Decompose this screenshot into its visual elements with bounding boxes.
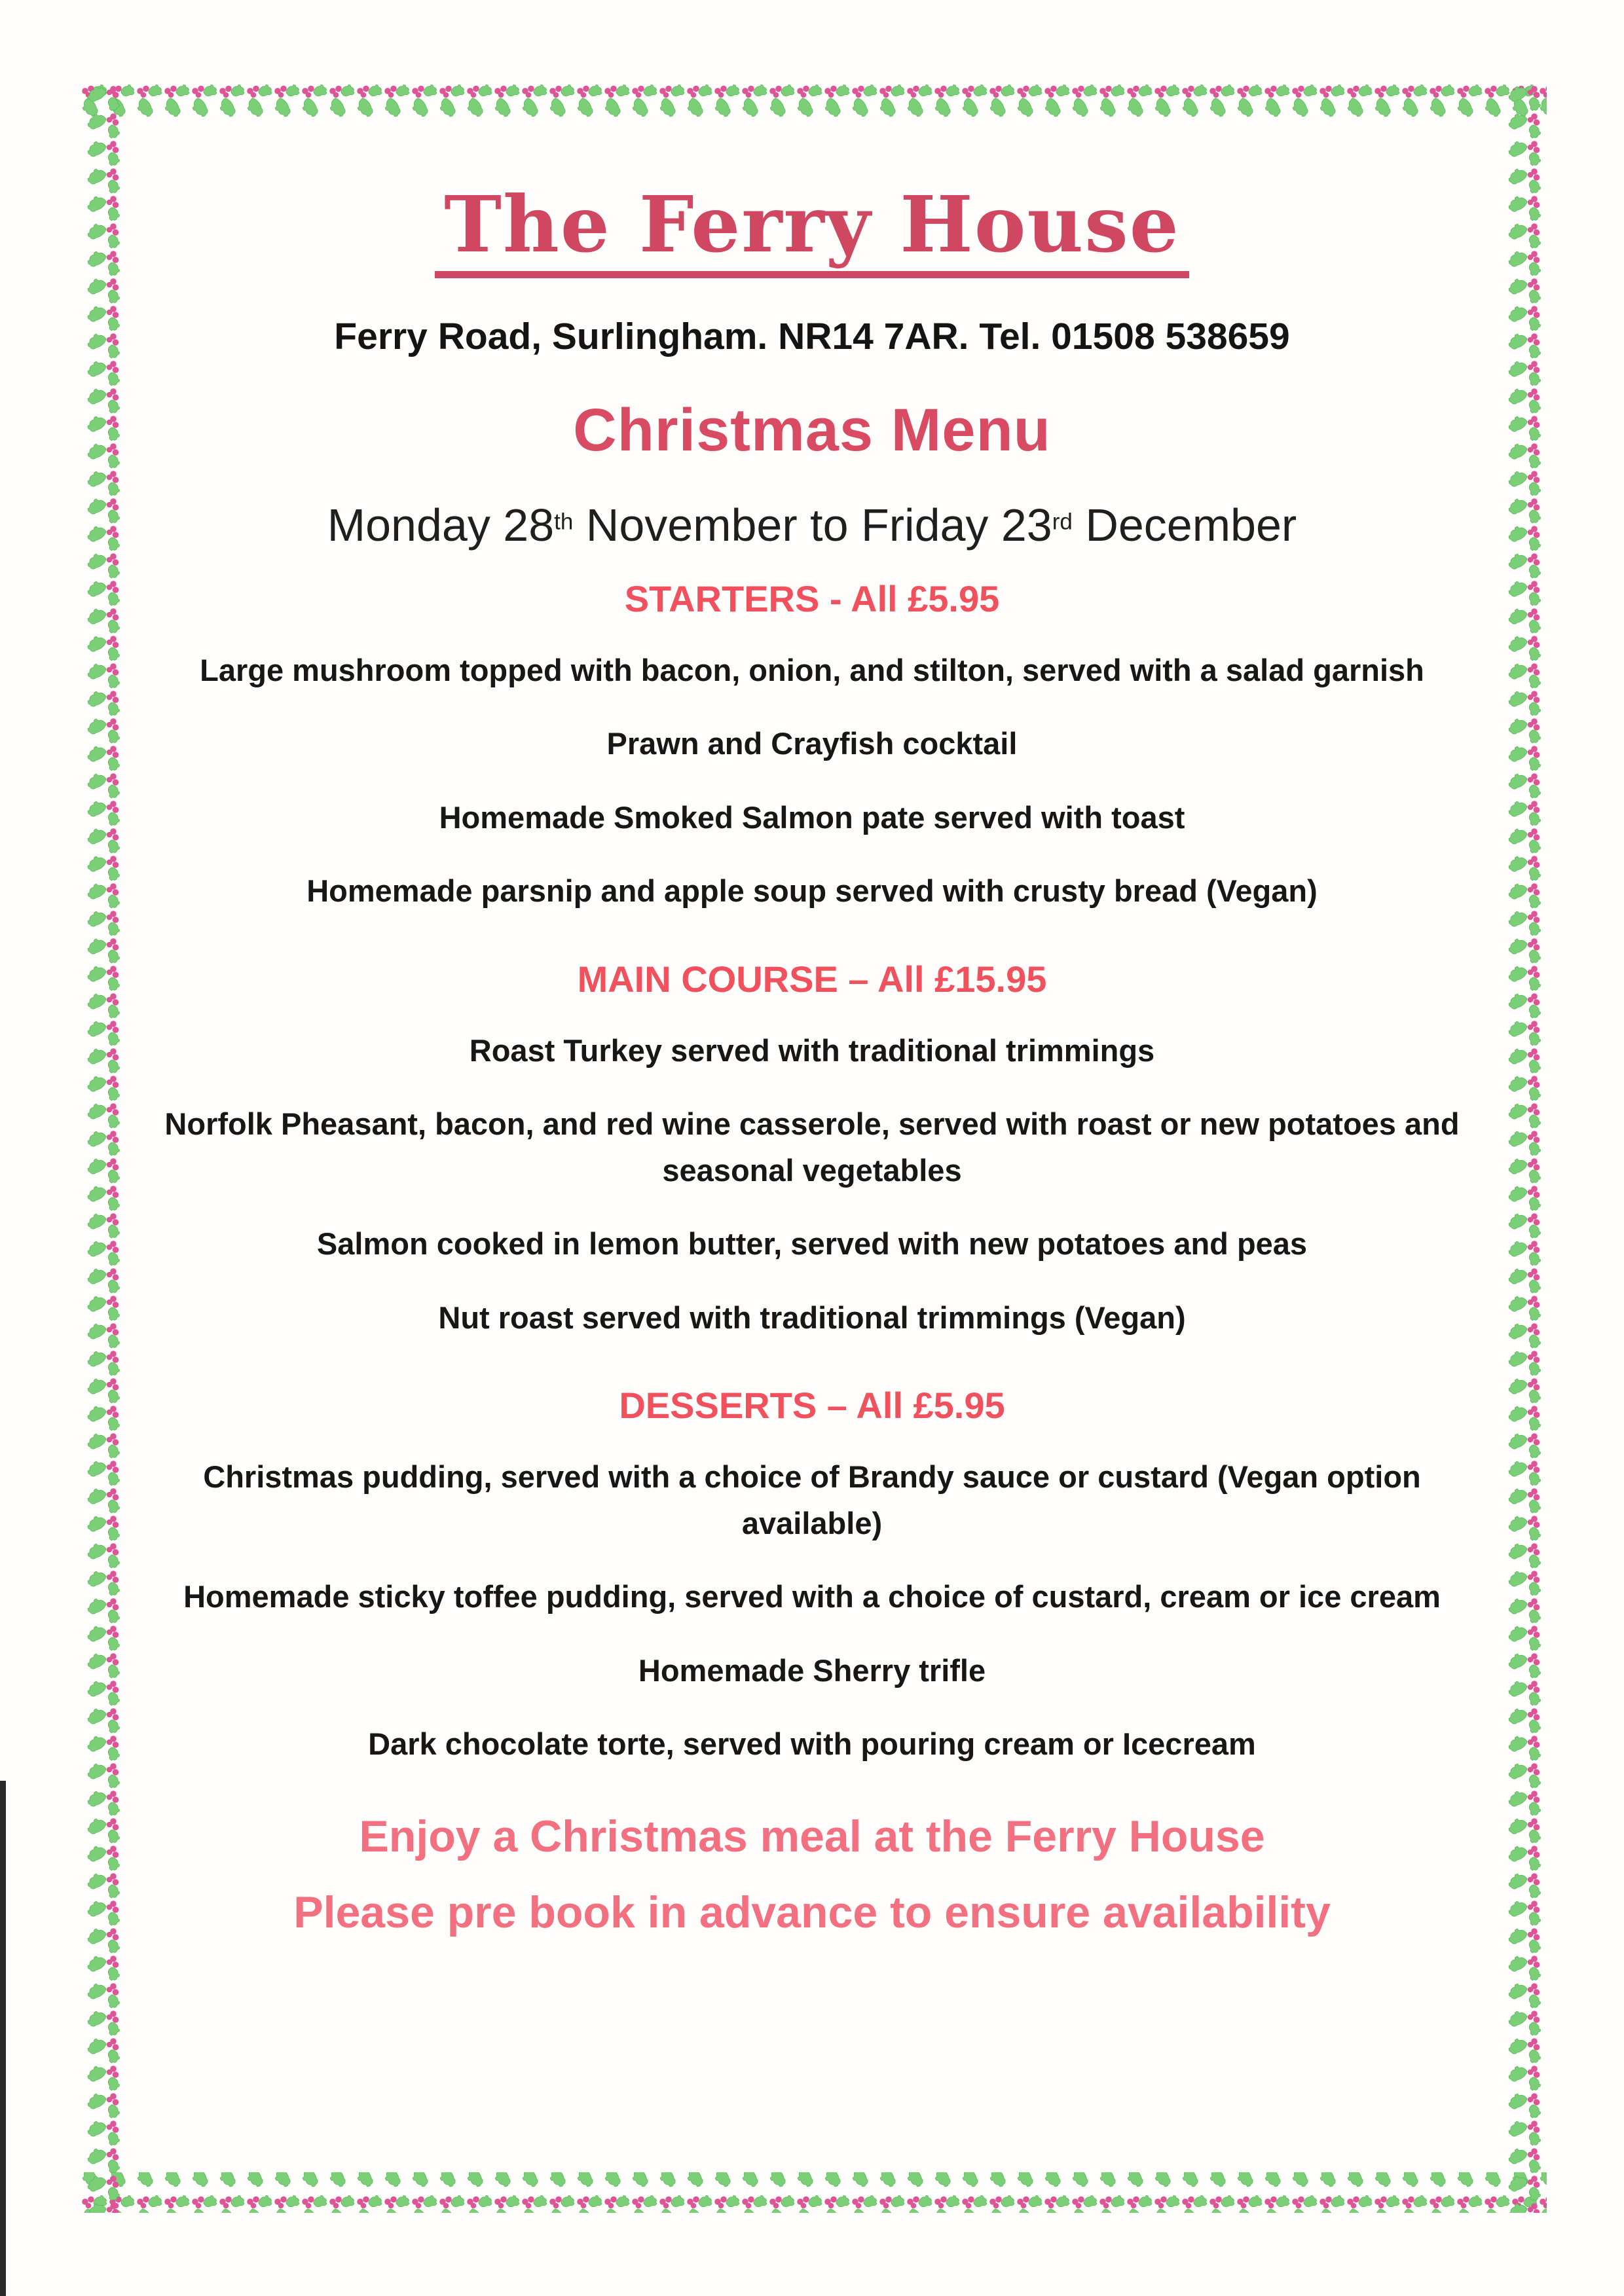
menu-item: Homemade Smoked Salmon pate served with toast (439, 799, 1185, 835)
menu-item: Homemade Sherry trifle (638, 1652, 986, 1688)
date-ordinal-suffix: rd (1052, 509, 1073, 535)
date-part: Monday 28 (327, 499, 555, 551)
restaurant-address: Ferry Road, Surlingham. NR14 7AR. Tel. 01508 538659 (334, 315, 1290, 357)
restaurant-title: The Ferry House (435, 182, 1189, 278)
section-heading-main-course: MAIN COURSE – All £15.95 (577, 958, 1047, 1000)
menu-item: Homemade sticky toffee pudding, served with a choice of custard, cream or ice cream (183, 1579, 1441, 1614)
menu-item: Prawn and Crayfish cocktail (606, 726, 1018, 761)
section-main-course (164, 958, 1460, 1341)
menu-item: Roast Turkey served with traditional trimmings (469, 1032, 1155, 1068)
section-desserts (164, 1384, 1460, 1768)
menu-item: Nut roast served with traditional trimmings (Vegan) (438, 1300, 1186, 1335)
section-starters (164, 577, 1460, 915)
booking-note-line1: Enjoy a Christmas meal at the Ferry House (359, 1811, 1265, 1861)
menu-item: Dark chocolate torte, served with pouring cream or Icecream (368, 1726, 1256, 1762)
title-wrap (164, 179, 1460, 315)
date-ordinal-suffix: th (554, 509, 574, 535)
section-heading-starters: STARTERS - All £5.95 (624, 577, 1000, 619)
menu-content (164, 179, 1460, 1955)
scan-edge-artifact (0, 1781, 6, 2296)
date-part: December (1072, 499, 1297, 551)
menu-item: Salmon cooked in lemon butter, served with new potatoes and peas (316, 1226, 1308, 1262)
menu-item: Homemade parsnip and apple soup served with crusty bread (Vegan) (306, 873, 1318, 909)
menu-item: Large mushroom topped with bacon, onion, and stilton, served with a salad garnish (200, 652, 1424, 687)
date-part: November to Friday 23 (573, 499, 1052, 551)
menu-title: Christmas Menu (573, 396, 1051, 464)
menu-item: Norfolk Pheasant, bacon, and red wine casserole, served with roast or new potatoes and seasonal vegetables (164, 1106, 1460, 1188)
menu-item: Christmas pudding, served with a choice of Brandy sauce or custard (Vegan option available) (203, 1459, 1421, 1540)
date-range (164, 499, 1460, 551)
section-heading-desserts: DESSERTS – All £5.95 (619, 1385, 1005, 1427)
booking-note-line2: Please pre book in advance to ensure availability (293, 1887, 1331, 1937)
booking-note (164, 1803, 1460, 1946)
